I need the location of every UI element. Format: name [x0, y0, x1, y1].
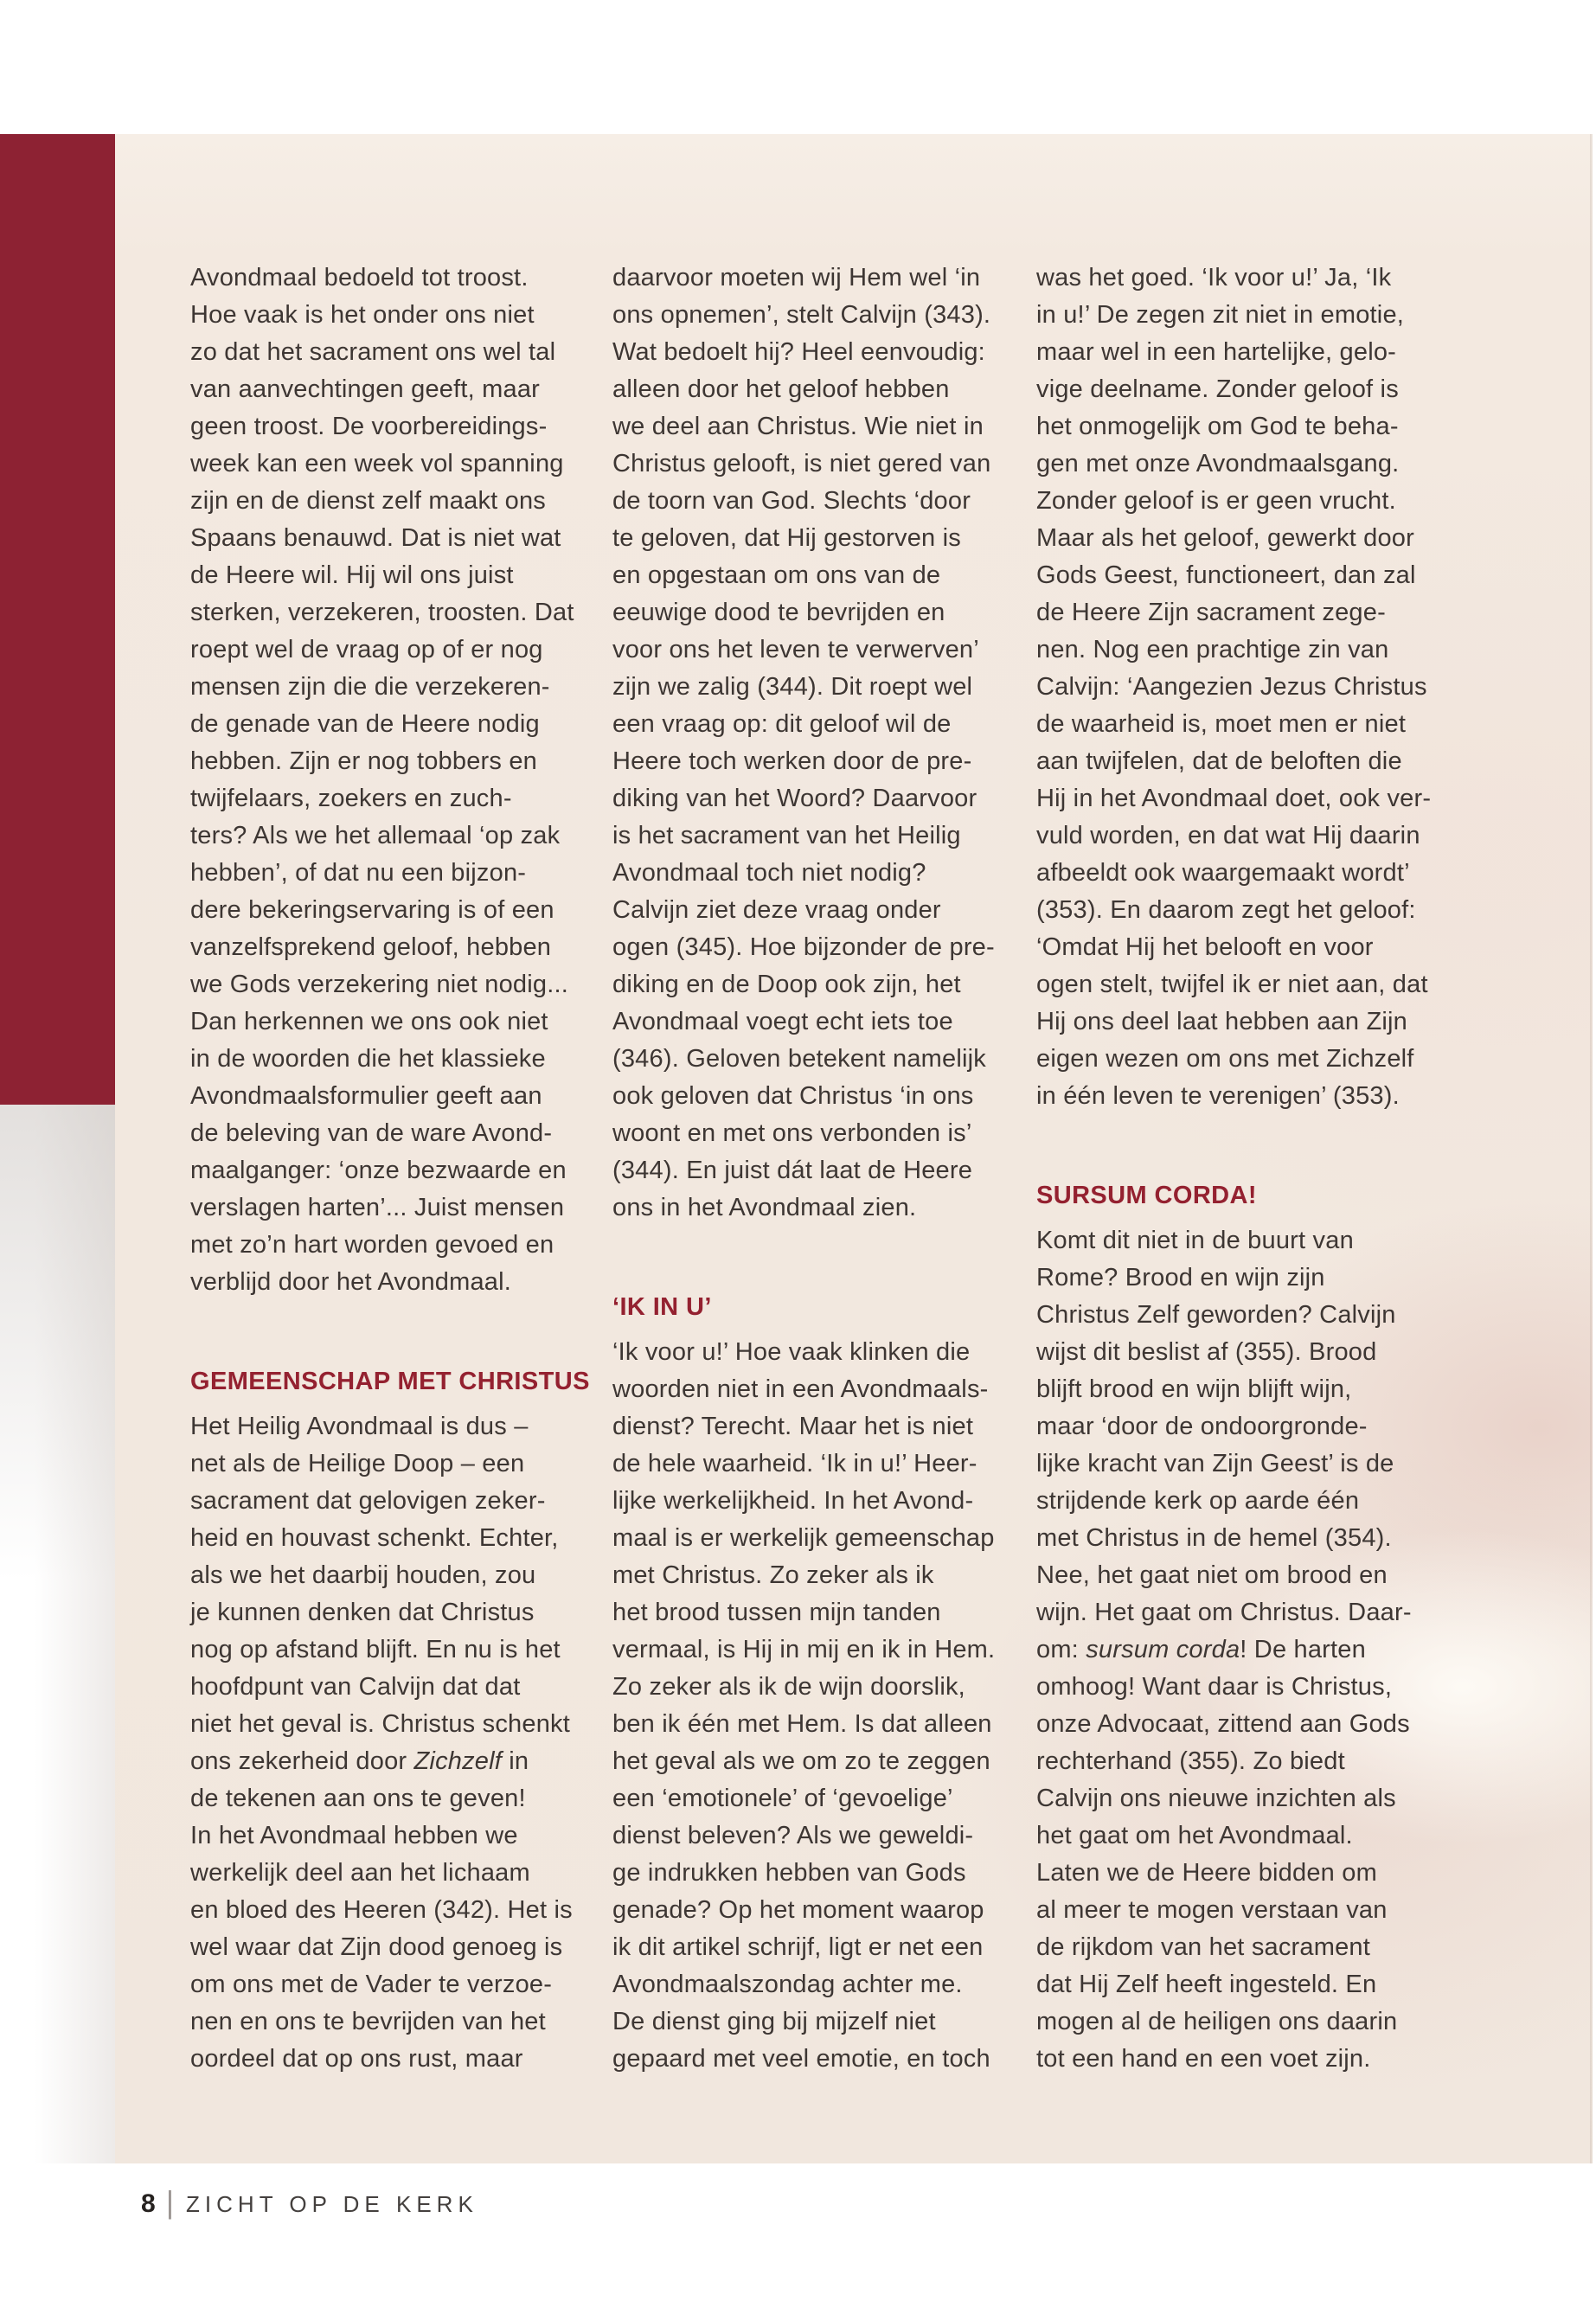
- text-line: nen en ons te bevrijden van het: [190, 2008, 546, 2035]
- text-line: je kunnen denken dat Christus: [190, 1599, 535, 1626]
- text-line: de toorn van God. Slechts ‘door: [612, 487, 971, 515]
- accent-bar: [0, 134, 115, 1105]
- text-line: het onmogelijk om God te beha-: [1036, 413, 1399, 440]
- text-line: ook geloven dat Christus ‘in ons: [612, 1082, 974, 1110]
- text-line: wijn. Het gaat om Christus. Daar-: [1036, 1599, 1412, 1626]
- text-line: de waarheid is, moet men er niet: [1036, 710, 1407, 738]
- text-line: woorden niet in een Avondmaals-: [612, 1375, 989, 1403]
- text-line: in één leven te verenigen’ (353).: [1036, 1082, 1400, 1110]
- text-line: zijn en de dienst zelf maakt ons: [190, 487, 547, 515]
- text-line: wel waar dat Zijn dood genoeg is: [190, 1933, 563, 1961]
- text-line: heid en houvast schenkt. Echter,: [190, 1524, 559, 1552]
- section-heading: GEMEENSCHAP MET CHRISTUS: [190, 1368, 590, 1395]
- section-heading: SURSUM CORDA!: [1036, 1182, 1257, 1209]
- page-left-margin: [0, 1105, 115, 2163]
- text-line: dienst? Terecht. Maar het is niet: [612, 1413, 974, 1440]
- text-line: een ‘emotionele’ of ‘gevoelige’: [612, 1785, 953, 1812]
- text-line: gepaard met veel emotie, en toch: [612, 2045, 990, 2073]
- text-line: maalganger: ‘onze bezwaarde en: [190, 1157, 567, 1184]
- text-line: woont en met ons verbonden is’: [612, 1119, 972, 1147]
- text-line: Avondmaal bedoeld tot troost.: [190, 264, 529, 292]
- text-line: Het Heilig Avondmaal is dus –: [190, 1413, 529, 1440]
- footer-divider: |: [165, 2184, 175, 2220]
- page-number: 8: [141, 2189, 156, 2218]
- text-line: vige deelname. Zonder geloof is: [1036, 375, 1399, 403]
- text-line: de beleving van de ware Avond-: [190, 1119, 553, 1147]
- text-line: In het Avondmaal hebben we: [190, 1822, 518, 1849]
- text-line: om: sursum corda! De harten: [1036, 1636, 1366, 1663]
- text-line: Christus Zelf geworden? Calvijn: [1036, 1301, 1396, 1329]
- text-line: net als de Heilige Doop – een: [190, 1450, 525, 1477]
- text-line: dat Hij Zelf heeft ingesteld. En: [1036, 1971, 1377, 1998]
- text-line: genade? Op het moment waarop: [612, 1896, 984, 1924]
- text-line: De dienst ging bij mijzelf niet: [612, 2008, 936, 2035]
- text-line: Christus gelooft, is niet gered van: [612, 450, 991, 478]
- text-line: diking en de Doop ook zijn, het: [612, 971, 961, 998]
- text-line: ons opnemen’, stelt Calvijn (343).: [612, 301, 991, 329]
- text-line: eeuwige dood te bevrijden en: [612, 599, 945, 626]
- text-line: al meer te mogen verstaan van: [1036, 1896, 1388, 1924]
- text-line: met Christus in de hemel (354).: [1036, 1524, 1392, 1552]
- text-line: het geval als we om zo te zeggen: [612, 1747, 990, 1775]
- text-line: sterken, verzekeren, troosten. Dat: [190, 599, 574, 626]
- page-edge-line: [1590, 134, 1593, 2163]
- text-line: Maar als het geloof, gewerkt door: [1036, 524, 1414, 552]
- text-line: (346). Geloven betekent namelijk: [612, 1045, 986, 1073]
- text-line: maar wel in een hartelijke, gelo-: [1036, 338, 1397, 366]
- text-line: in de woorden die het klassieke: [190, 1045, 546, 1073]
- text-line: Dan herkennen we ons ook niet: [190, 1008, 548, 1035]
- text-line: de Heere wil. Hij wil ons juist: [190, 561, 514, 589]
- text-line: als we het daarbij houden, zou: [190, 1561, 536, 1589]
- text-line: tot een hand en een voet zijn.: [1036, 2045, 1371, 2073]
- text-line: Zo zeker als ik de wijn doorslik,: [612, 1673, 965, 1701]
- text-line: met zo’n hart worden gevoed en: [190, 1231, 554, 1259]
- text-line: vuld worden, en dat wat Hij daarin: [1036, 822, 1420, 849]
- text-line: diking van het Woord? Daarvoor: [612, 785, 977, 812]
- text-line: twijfelaars, zoekers en zuch-: [190, 785, 512, 812]
- text-line: Gods Geest, functioneert, dan zal: [1036, 561, 1416, 589]
- text-line: ge indrukken hebben van Gods: [612, 1859, 966, 1887]
- text-line: geen troost. De voorbereidings-: [190, 413, 548, 440]
- text-line: lijke werkelijkheid. In het Avond-: [612, 1487, 974, 1515]
- text-line: alleen door het geloof hebben: [612, 375, 950, 403]
- text-line: Hij ons deel laat hebben aan Zijn: [1036, 1008, 1407, 1035]
- text-line: Hoe vaak is het onder ons niet: [190, 301, 535, 329]
- text-line: wijst dit beslist af (355). Brood: [1036, 1338, 1377, 1366]
- text-line: vanzelfsprekend geloof, hebben: [190, 933, 552, 961]
- text-line: strijdende kerk op aarde één: [1036, 1487, 1360, 1515]
- text-line: Rome? Brood en wijn zijn: [1036, 1264, 1325, 1292]
- text-line: een vraag op: dit geloof wil de: [612, 710, 952, 738]
- text-line: verblijd door het Avondmaal.: [190, 1268, 512, 1296]
- text-line: Calvijn ziet deze vraag onder: [612, 896, 941, 924]
- text-line: het brood tussen mijn tanden: [612, 1599, 941, 1626]
- text-line: de hele waarheid. ‘Ik in u!’ Heer-: [612, 1450, 977, 1477]
- paragraph: [612, 260, 995, 1227]
- text-line: oordeel dat op ons rust, maar: [190, 2045, 523, 2073]
- text-line: Avondmaal toch niet nodig?: [612, 859, 926, 887]
- text-line: was het goed. ‘Ik voor u!’ Ja, ‘Ik: [1036, 264, 1392, 292]
- article-column-2: [612, 260, 996, 2078]
- footer: [141, 2185, 478, 2223]
- text-line: in u!’ De zegen zit niet in emotie,: [1036, 301, 1405, 329]
- text-line: Hij in het Avondmaal doet, ook ver-: [1036, 785, 1432, 812]
- article-column-3: [1036, 260, 1432, 2078]
- text-line: eigen wezen om ons met Zichzelf: [1036, 1045, 1414, 1073]
- text-line: maar ‘door de ondoorgronde-: [1036, 1413, 1368, 1440]
- text-line: de Heere Zijn sacrament zege-: [1036, 599, 1386, 626]
- text-line: aan twijfelen, dat de beloften die: [1036, 747, 1402, 775]
- text-line: nog op afstand blijft. En nu is het: [190, 1636, 561, 1663]
- text-line: (344). En juist dát laat de Heere: [612, 1157, 973, 1184]
- text-line: vermaal, is Hij in mij en ik in Hem.: [612, 1636, 996, 1663]
- text-line: Calvijn: ‘Aangezien Jezus Christus: [1036, 673, 1427, 701]
- text-line: nen. Nog een prachtige zin van: [1036, 636, 1389, 663]
- text-line: voor ons het leven te verwerven’: [612, 636, 979, 663]
- text-line: Wat bedoelt hij? Heel eenvoudig:: [612, 338, 985, 366]
- article-column-1: [190, 260, 590, 2078]
- text-line: afbeeldt ook waargemaakt wordt’: [1036, 859, 1410, 887]
- paragraph: [1036, 260, 1432, 1115]
- text-line: Avondmaalsformulier geeft aan: [190, 1082, 542, 1110]
- text-line: omhoog! Want daar is Christus,: [1036, 1673, 1393, 1701]
- text-line: maal is er werkelijk gemeenschap: [612, 1524, 995, 1552]
- text-line: ogen (345). Hoe bijzonder de pre-: [612, 933, 995, 961]
- text-line: om ons met de Vader te verzoe-: [190, 1971, 553, 1998]
- text-line: Komt dit niet in de buurt van: [1036, 1227, 1354, 1254]
- text-line: (353). En daarom zegt het geloof:: [1036, 896, 1416, 924]
- text-line: ons zekerheid door Zichzelf in: [190, 1747, 529, 1775]
- text-line: werkelijk deel aan het lichaam: [190, 1859, 530, 1887]
- text-line: ik dit artikel schrijf, ligt er net een: [612, 1933, 984, 1961]
- text-line: Spaans benauwd. Dat is niet wat: [190, 524, 561, 552]
- text-line: gen met onze Avondmaalsgang.: [1036, 450, 1400, 478]
- text-line: dere bekeringservaring is of een: [190, 896, 554, 924]
- magazine-title: ZICHT OP DE KERK: [186, 2190, 478, 2217]
- text-line: Heere toch werken door de pre-: [612, 747, 972, 775]
- text-line: Avondmaalszondag achter me.: [612, 1971, 963, 1998]
- text-line: de tekenen aan ons te geven!: [190, 1785, 526, 1812]
- text-line: lijke kracht van Zijn Geest’ is de: [1036, 1450, 1394, 1477]
- text-line: zijn we zalig (344). Dit roept wel: [612, 673, 973, 701]
- text-line: niet het geval is. Christus schenkt: [190, 1710, 570, 1738]
- text-line: roept wel de vraag op of er nog: [190, 636, 543, 663]
- text-line: ‘Ik voor u!’ Hoe vaak klinken die: [612, 1338, 971, 1366]
- text-line: ters? Als we het allemaal ‘op zak: [190, 822, 561, 849]
- text-line: met Christus. Zo zeker als ik: [612, 1561, 934, 1589]
- text-line: we deel aan Christus. Wie niet in: [612, 413, 984, 440]
- text-line: is het sacrament van het Heilig: [612, 822, 961, 849]
- text-line: ons in het Avondmaal zien.: [612, 1194, 917, 1221]
- text-line: Laten we de Heere bidden om: [1036, 1859, 1377, 1887]
- text-line: hoofdpunt van Calvijn dat dat: [190, 1673, 521, 1701]
- text-line: week kan een week vol spanning: [190, 450, 564, 478]
- text-line: ben ik één met Hem. Is dat alleen: [612, 1710, 992, 1738]
- paragraph: [612, 1334, 996, 2078]
- text-line: Zonder geloof is er geen vrucht.: [1036, 487, 1396, 515]
- text-line: rechterhand (355). Zo biedt: [1036, 1747, 1345, 1775]
- text-line: en opgestaan om ons van de: [612, 561, 941, 589]
- paragraph: [190, 1408, 573, 2078]
- text-line: ‘Omdat Hij het belooft en voor: [1036, 933, 1374, 961]
- text-line: te geloven, dat Hij gestorven is: [612, 524, 961, 552]
- text-line: hebben. Zijn er nog tobbers en: [190, 747, 537, 775]
- text-line: verslagen harten’... Juist mensen: [190, 1194, 565, 1221]
- text-line: het gaat om het Avondmaal.: [1036, 1822, 1353, 1849]
- text-line: hebben’, of dat nu een bijzon-: [190, 859, 527, 887]
- text-line: onze Advocaat, zittend aan Gods: [1036, 1710, 1410, 1738]
- text-line: sacrament dat gelovigen zeker-: [190, 1487, 546, 1515]
- text-line: Calvijn ons nieuwe inzichten als: [1036, 1785, 1396, 1812]
- text-line: mensen zijn die die verzekeren-: [190, 673, 550, 701]
- paragraph: [1036, 1222, 1417, 2078]
- text-line: dienst beleven? Als we geweldi-: [612, 1822, 974, 1849]
- text-line: Nee, het gaat niet om brood en: [1036, 1561, 1388, 1589]
- paragraph: [190, 260, 574, 1301]
- text-line: de rijkdom van het sacrament: [1036, 1933, 1370, 1961]
- text-line: daarvoor moeten wij Hem wel ‘in: [612, 264, 981, 292]
- section-heading: ‘IK IN U’: [612, 1293, 712, 1321]
- text-line: blijft brood en wijn blijft wijn,: [1036, 1375, 1352, 1403]
- text-line: mogen al de heiligen ons daarin: [1036, 2008, 1398, 2035]
- text-line: we Gods verzekering niet nodig...: [190, 971, 568, 998]
- text-line: de genade van de Heere nodig: [190, 710, 540, 738]
- text-line: zo dat het sacrament ons wel tal: [190, 338, 556, 366]
- text-line: ogen stelt, twijfel ik er niet aan, dat: [1036, 971, 1428, 998]
- text-line: Avondmaal voegt echt iets toe: [612, 1008, 953, 1035]
- text-line: en bloed des Heeren (342). Het is: [190, 1896, 573, 1924]
- text-line: van aanvechtingen geeft, maar: [190, 375, 541, 403]
